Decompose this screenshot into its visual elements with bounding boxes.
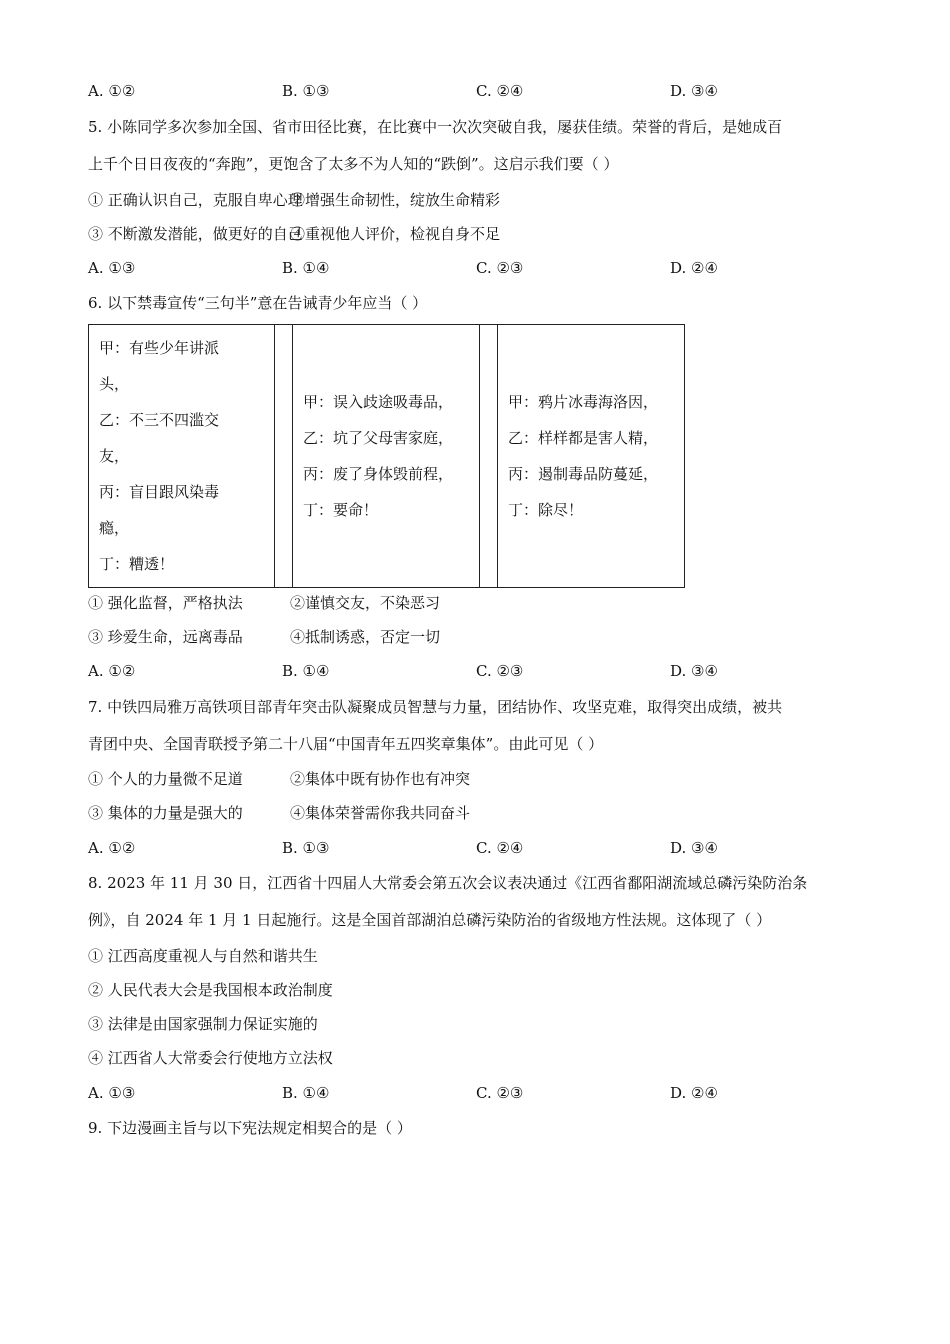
q6-col2-line: 丁：要命！ <box>303 501 379 519</box>
q6-col3-cell <box>498 325 685 588</box>
q7-item-3: ③ 集体的力量是强大的 <box>88 804 243 822</box>
q5-item-3: ③ 不断激发潜能，做更好的自己 <box>88 225 303 243</box>
q7-items-row2 <box>88 803 688 823</box>
q7-items-row1 <box>88 769 688 789</box>
q5-option-b[interactable]: B. ①④ <box>282 259 330 277</box>
q6-items-row2 <box>88 627 688 647</box>
q5-option-a[interactable]: A. ①③ <box>88 259 136 277</box>
q7-item-4: ④集体荣誉需你我共同奋斗 <box>290 804 471 822</box>
q6-col1-line: 丁：糟透！ <box>99 555 175 573</box>
q6-col2-cell <box>293 325 480 588</box>
q5-option-c[interactable]: C. ②③ <box>476 259 524 277</box>
q6-option-b[interactable]: B. ①④ <box>282 662 330 680</box>
q5-item-2: ②增强生命韧性，绽放生命精彩 <box>290 191 501 209</box>
q6-col3-line: 乙：样样都是害人精， <box>508 429 659 447</box>
q6-col1-line: 丙：盲目跟风染毒 <box>99 483 220 501</box>
q6-option-a[interactable]: A. ①② <box>88 662 136 680</box>
q5-items-row1 <box>88 190 688 210</box>
q5-items-row2 <box>88 224 688 244</box>
q8-stem-line1: 8. 2023 年 11 月 30 日，江西省十四届人大常委会第五次会议表决通过《江西省鄱阳湖流域总磷污染防治条 <box>88 874 808 892</box>
q6-item-1: ① 强化监督，严格执法 <box>88 594 243 612</box>
q6-col1-line: 瘾， <box>99 519 130 537</box>
q7-item-2: ②集体中既有协作也有冲突 <box>290 770 471 788</box>
q5-stem-line1: 5. 小陈同学多次参加全国、省市田径比赛，在比赛中一次次突破自我，屡获佳绩。荣誉的背后，是她成百 <box>88 118 783 136</box>
q8-option-a[interactable]: A. ①③ <box>88 1084 136 1102</box>
q6-items-row1 <box>88 593 688 613</box>
q8-option-c[interactable]: C. ②③ <box>476 1084 524 1102</box>
q8-options <box>88 1083 868 1103</box>
q5-item-1: ① 正确认识自己，克服自卑心理 <box>88 191 303 209</box>
q6-col3-line: 丙：遏制毒品防蔓延， <box>508 465 659 483</box>
q7-stem-line1: 7. 中铁四局雅万高铁项目部青年突击队凝聚成员智慧与力量，团结协作、攻坚克难，取得突出成绩，被共 <box>88 698 783 716</box>
q6-col1-line: 乙：不三不四滥交 <box>99 411 220 429</box>
q7-stem-line2: 青团中央、全国青联授予第二十八届“中国青年五四奖章集体”。由此可见（ ） <box>88 735 604 753</box>
q7-option-c[interactable]: C. ②④ <box>476 839 524 857</box>
q6-col2-line: 丙：废了身体毁前程， <box>303 465 454 483</box>
q6-item-4: ④抵制诱惑，否定一切 <box>290 628 441 646</box>
q8-item-4: ④ 江西省人大常委会行使地方立法权 <box>88 1049 333 1067</box>
q6-option-c[interactable]: C. ②③ <box>476 662 524 680</box>
q4-option-c[interactable]: C. ②④ <box>476 82 524 100</box>
q6-col3-line: 丁：除尽！ <box>508 501 584 519</box>
q6-option-d[interactable]: D. ③④ <box>670 662 718 680</box>
q7-options <box>88 838 868 858</box>
q6-col1-line: 甲：有些少年讲派 <box>99 339 220 357</box>
q6-spacer-cell <box>480 325 498 588</box>
q6-col1-line: 友， <box>99 447 130 465</box>
q6-col2-line: 乙：坑了父母害家庭， <box>303 429 454 447</box>
q8-stem-line2: 例》，自 2024 年 1 月 1 日起施行。这是全国首部湖泊总磷污染防治的省级地方性法规。这体现了（ ） <box>88 911 772 929</box>
q6-col1-line: 头， <box>99 375 130 393</box>
q8-item-1: ① 江西高度重视人与自然和谐共生 <box>88 947 318 965</box>
q5-option-d[interactable]: D. ②④ <box>670 259 718 277</box>
q5-stem-line2: 上千个日日夜夜的“奔跑”，更饱含了太多不为人知的“跌倒”。这启示我们要（ ） <box>88 155 619 173</box>
q7-option-a[interactable]: A. ①② <box>88 839 136 857</box>
q4-options <box>88 81 868 101</box>
q8-option-d[interactable]: D. ②④ <box>670 1084 718 1102</box>
q6-poem-table <box>88 324 685 588</box>
q6-item-3: ③ 珍爱生命，远离毒品 <box>88 628 243 646</box>
q4-option-a[interactable]: A. ①② <box>88 82 136 100</box>
q4-option-b[interactable]: B. ①③ <box>282 82 330 100</box>
q6-stem: 6. 以下禁毒宣传“三句半”意在告诫青少年应当（ ） <box>88 294 428 312</box>
q6-spacer-cell <box>275 325 293 588</box>
q6-item-2: ②谨慎交友，不染恶习 <box>290 594 441 612</box>
q8-item-2: ② 人民代表大会是我国根本政治制度 <box>88 981 333 999</box>
q7-option-b[interactable]: B. ①③ <box>282 839 330 857</box>
q6-col2-line: 甲：误入歧途吸毒品， <box>303 393 454 411</box>
q9-stem: 9. 下边漫画主旨与以下宪法规定相契合的是（ ） <box>88 1119 412 1137</box>
q6-col3-line: 甲：鸦片冰毒海洛因， <box>508 393 659 411</box>
q6-col1-cell <box>89 325 275 588</box>
q8-option-b[interactable]: B. ①④ <box>282 1084 330 1102</box>
q6-options <box>88 661 868 681</box>
q7-item-1: ① 个人的力量微不足道 <box>88 770 243 788</box>
q4-option-d[interactable]: D. ③④ <box>670 82 718 100</box>
q8-item-3: ③ 法律是由国家强制力保证实施的 <box>88 1015 318 1033</box>
q7-option-d[interactable]: D. ③④ <box>670 839 718 857</box>
q5-options <box>88 258 868 278</box>
q5-item-4: ④重视他人评价，检视自身不足 <box>290 225 501 243</box>
